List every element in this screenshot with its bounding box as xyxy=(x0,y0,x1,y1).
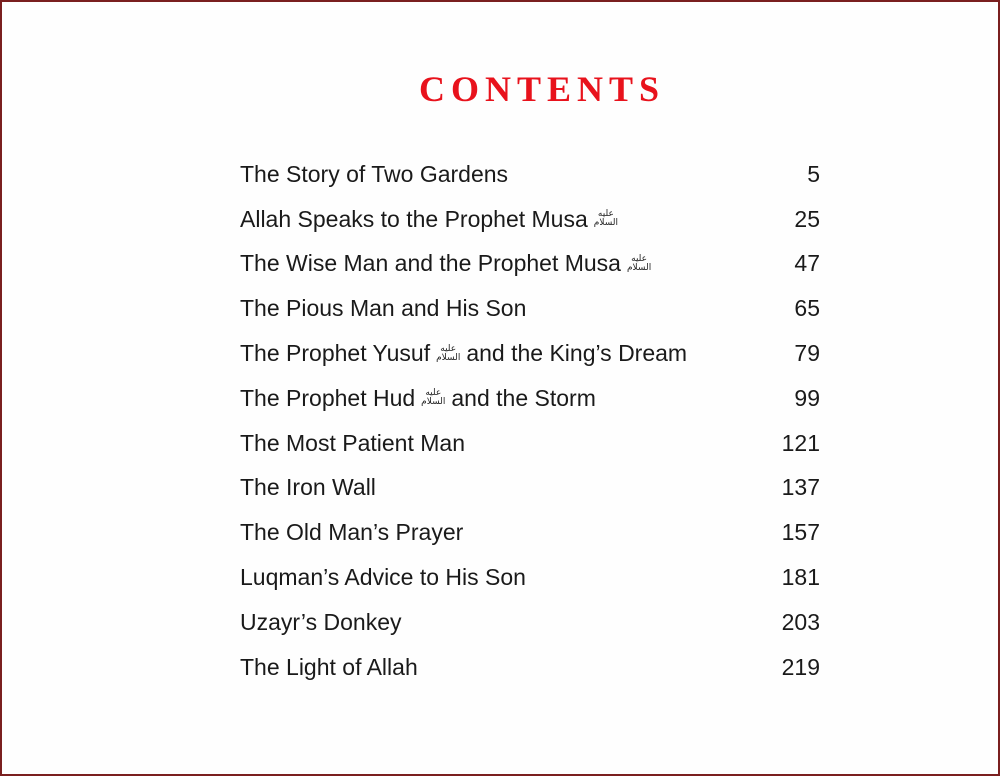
toc-entry-page-number: 203 xyxy=(781,608,820,635)
toc-entry-most-patient-man[interactable] xyxy=(240,421,820,466)
toc-entry-prophet-hud[interactable] xyxy=(240,376,820,421)
toc-entry-old-mans-prayer[interactable] xyxy=(240,510,820,555)
toc-entry-page-number: 219 xyxy=(781,653,820,680)
toc-entry-title: The Most Patient Man xyxy=(240,429,465,456)
toc-entry-story-of-two-gardens[interactable] xyxy=(240,152,820,197)
toc-entry-title: The Iron Wall xyxy=(240,474,376,501)
toc-entry-uzayrs-donkey[interactable] xyxy=(240,600,820,645)
toc-entry-page-number: 181 xyxy=(781,564,820,591)
toc-entry-luqmans-advice[interactable] xyxy=(240,555,820,600)
toc-entry-page-number: 99 xyxy=(794,384,820,411)
toc-entry-pious-man-and-son[interactable] xyxy=(240,286,820,331)
arabic-honorific-glyph: عليه السلام xyxy=(626,253,652,273)
toc-entry-title: Uzayr’s Donkey xyxy=(240,608,402,635)
toc-entry-title: Allah Speaks to the Prophet Musa عليه السلام xyxy=(240,205,618,232)
toc-entry-page-number: 121 xyxy=(781,429,820,456)
toc-entry-allah-speaks-to-musa[interactable] xyxy=(240,197,820,242)
toc-entry-title: The Prophet Hud عليه السلام and the Storm xyxy=(240,384,596,411)
toc-entry-title: The Prophet Yusuf عليه السلام and the King’s Dream xyxy=(240,340,688,367)
arabic-honorific-glyph: عليه السلام xyxy=(436,343,461,363)
toc-entry-title: The Wise Man and the Prophet Musa عليه السلام xyxy=(240,250,652,277)
toc-entry-title: The Story of Two Gardens xyxy=(240,160,509,187)
arabic-honorific-glyph: عليه السلام xyxy=(593,209,618,229)
toc-entry-page-number: 65 xyxy=(794,295,820,322)
toc-entry-page-number: 5 xyxy=(807,160,820,187)
toc-entry-light-of-allah[interactable] xyxy=(240,645,820,690)
toc-entry-page-number: 157 xyxy=(781,519,820,546)
contents-heading: CONTENTS xyxy=(418,69,666,109)
toc-entry-page-number: 25 xyxy=(794,205,820,232)
toc-entry-title: Luqman’s Advice to His Son xyxy=(240,564,526,591)
toc-entry-prophet-yusuf[interactable] xyxy=(240,331,820,376)
toc-entry-iron-wall[interactable] xyxy=(240,466,820,511)
toc-entry-page-number: 79 xyxy=(794,340,820,367)
toc-entry-title: The Old Man’s Prayer xyxy=(240,519,464,546)
toc-entry-title: The Light of Allah xyxy=(240,653,418,680)
toc-entry-page-number: 137 xyxy=(781,474,820,501)
toc-entry-title: The Pious Man and His Son xyxy=(240,295,527,322)
toc-entry-wise-man-and-musa[interactable] xyxy=(240,242,820,287)
arabic-honorific-glyph: عليه السلام xyxy=(421,388,446,408)
toc-entry-page-number: 47 xyxy=(794,250,820,277)
table-of-contents xyxy=(240,152,820,690)
